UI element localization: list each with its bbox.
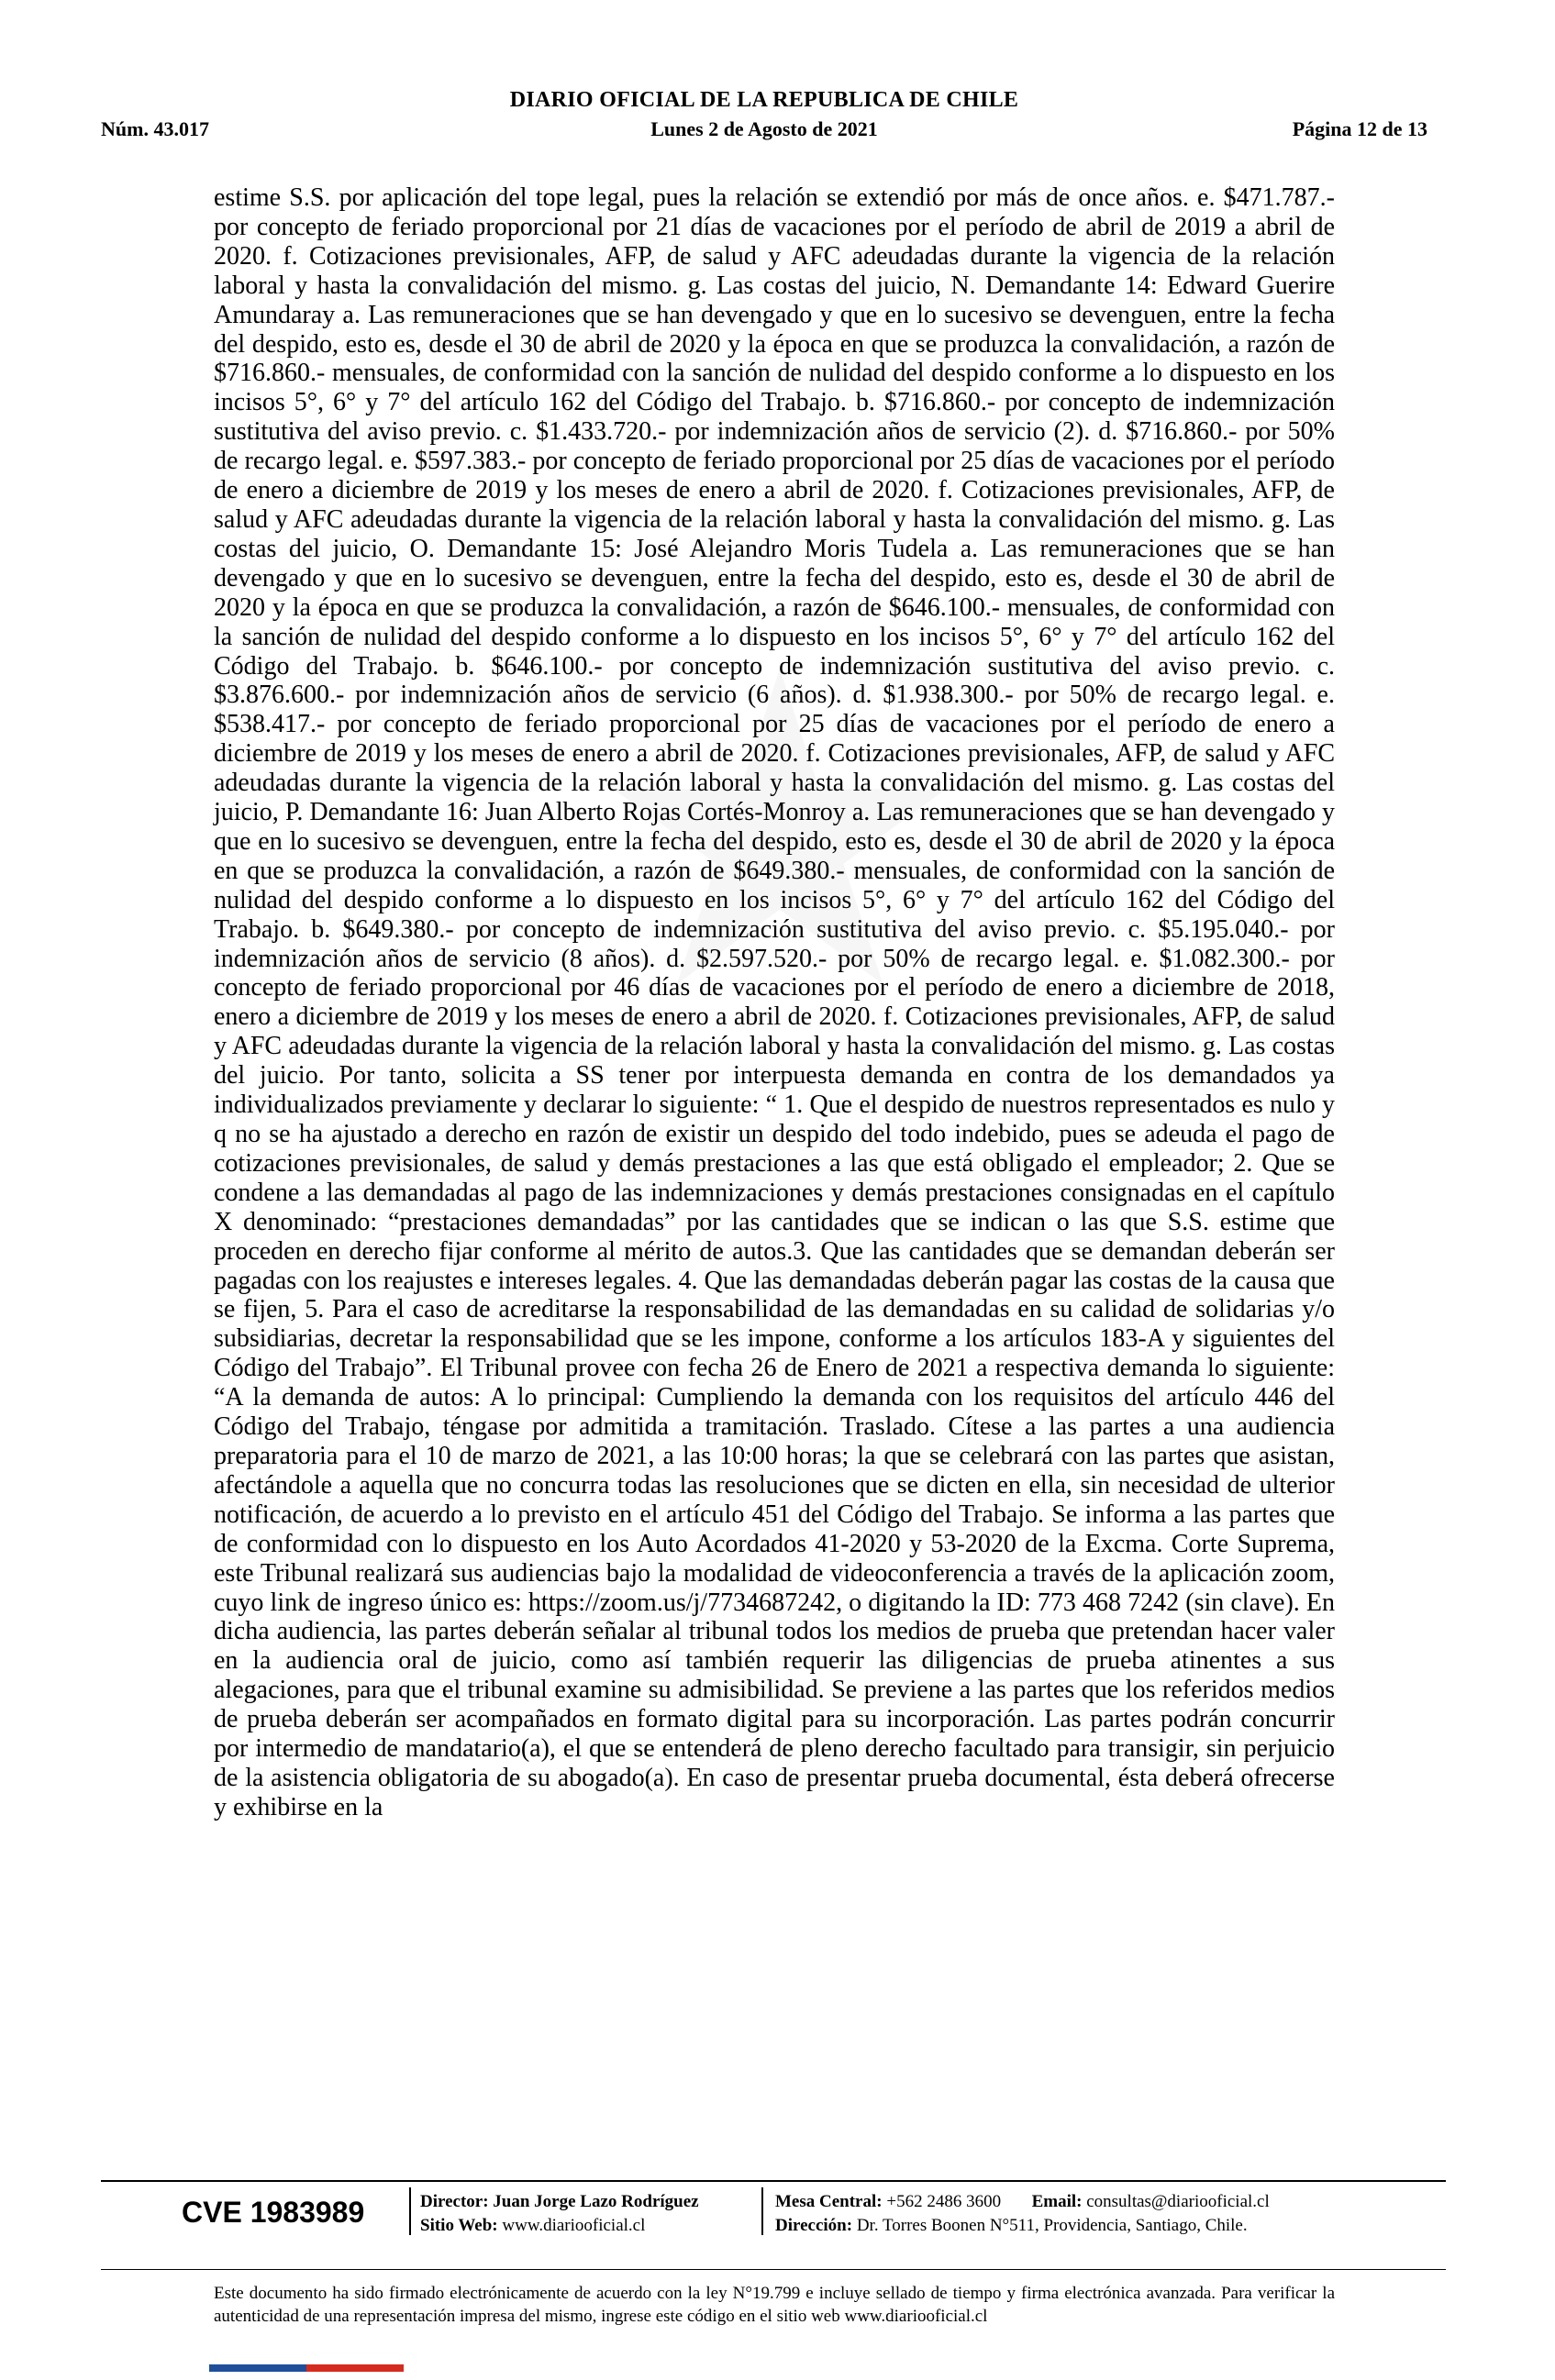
chile-flag-stripe xyxy=(209,2364,404,2372)
page-header xyxy=(101,88,1427,152)
footer-divider xyxy=(101,2180,1446,2182)
phone-label: Mesa Central: xyxy=(775,2192,883,2211)
legal-divider xyxy=(101,2269,1446,2270)
document-body xyxy=(214,183,1335,1822)
flag-blue-segment xyxy=(209,2364,306,2372)
director-name: Juan Jorge Lazo Rodríguez xyxy=(493,2192,699,2211)
cve-code: CVE 1983989 xyxy=(182,2196,365,2229)
page-number: Página 12 de 13 xyxy=(1292,117,1427,140)
issue-number: Núm. 43.017 xyxy=(101,117,209,140)
footer-separator xyxy=(761,2187,763,2235)
footer-contact-block xyxy=(775,2190,1344,2238)
footer-director-block xyxy=(420,2190,699,2238)
website-link[interactable]: www.diariooficial.cl xyxy=(502,2216,646,2235)
body-paragraph: estime S.S. por aplicación del tope legal, pues la relación se extendió por más de once años. e. $471.787.- por concepto de feriado proporcional por 21 días de vacaciones por el período de abril de 2019 a abril de 2020. f. Cotizaciones previsionales, AFP, de salud y AFC adeudadas durante la vigencia de la relación laboral y hasta la convalidación del mismo. g. Las costas del juicio, N. Demandante 14: Edward Guerire Amundaray a. Las remuneraciones que se han devengado y que en lo sucesivo se devenguen, entre la fecha del despido, esto es, desde el 30 de abril de 2020 y la época en que se produzca la convalidación, a razón de $716.860.- mensuales, de conformidad con la sanción de nulidad del despido conforme a lo dispuesto en los incisos 5°, 6° y 7° del artículo 162 del Código del Trabajo. b. $716.860.- por concepto de indemnización sustitutiva del aviso previo. c. $1.433.720.- por indemnización años de servicio (2). d. $716.860.- por 50% de recargo legal. e. $597.383.- por concepto de feriado proporcional por 25 días de vacaciones por el período de enero a diciembre de 2019 y los meses de enero a abril de 2020. f. Cotizaciones previsionales, AFP, de salud y AFC adeudadas durante la vigencia de la relación laboral y hasta la convalidación del mismo. g. Las costas del juicio, O. Demandante 15: José Alejandro Moris Tudela a. Las remuneraciones que se han devengado y que en lo sucesivo se devenguen, entre la fecha del despido, esto es, desde el 30 de abril de 2020 y la época en que se produzca la convalidación, a razón de $646.100.- mensuales, de conformidad con la sanción de nulidad del despido conforme a lo dispuesto en los incisos 5°, 6° y 7° del artículo 162 del Código del Trabajo. b. $646.100.- por concepto de indemnización sustitutiva del aviso previo. c. $3.876.600.- por indemnización años de servicio (6 años). d. $1.938.300.- por 50% de recargo legal. e. $538.417.- por concepto de feriado proporcional por 25 días de vacaciones por el período de enero a diciembre de 2019 y los meses de enero a abril de 2020. f. Cotizaciones previsionales, AFP, de salud y AFC adeudadas durante la vigencia de la relación laboral y hasta la convalidación del mismo. g. Las costas del juicio, P. Demandante 16: Juan Alberto Rojas Cortés-Monroy a. Las remuneraciones que se han devengado y que en lo sucesivo se devenguen, entre la fecha del despido, esto es, desde el 30 de abril de 2020 y la época en que se produzca la convalidación, a razón de $649.380.- mensuales, de conformidad con la sanción de nulidad del despido conforme a lo dispuesto en los incisos 5°, 6° y 7° del artículo 162 del Código del Trabajo. b. $649.380.- por concepto de indemnización sustitutiva del aviso previo. c. $5.195.040.- por indemnización años de servicio (8 años). d. $2.597.520.- por 50% de recargo legal. e. $1.082.300.- por concepto de feriado proporcional por 46 días de vacaciones por el período de enero a diciembre de 2018, enero a diciembre de 2019 y los meses de enero a abril de 2020. f. Cotizaciones previsionales, AFP, de salud y AFC adeudadas durante la vigencia de la relación laboral y hasta la convalidación del mismo. g. Las costas del juicio. Por tanto, solicita a SS tener por interpuesta demanda en contra de los demandados ya individualizados previamente y declarar lo siguiente: “ 1. Que el despido de nuestros representados es nulo y q no se ha ajustado a derecho en razón de existir un despido del todo indebido, pues se adeuda el pago de cotizaciones previsionales, de salud y demás prestaciones a las que está obligado el empleador; 2. Que se condene a las demandadas al pago de las indemnizaciones y demás prestaciones consignadas en el capítulo X denominado: “prestaciones demandadas” por las cantidades que se indican o las que S.S. estime que proceden en derecho fijar conforme al mérito de autos.3. Que las cantidades que se demandan deberán ser pagadas con los reajustes e intereses legales. 4. Que las demandadas deberán pagar las costas de la causa que se fijen, 5. Para el caso de acreditarse la responsabilidad de las demandadas en su calidad de solidarias y/o subsidiarias, decretar la responsabilidad que se les impone, conforme a los artículos 183-A y siguientes del Código del Trabajo”. El Tribunal provee con fecha 26 de Enero de 2021 a respectiva demanda lo siguiente: “A la demanda de autos: A lo principal: Cumpliendo la demanda con los requisitos del artículo 446 del Código del Trabajo, téngase por admitida a tramitación. Traslado. Cítese a las partes a una audiencia preparatoria para el 10 de marzo de 2021, a las 10:00 horas; la que se celebrará con las partes que asistan, afectándole a aquella que no concurra todas las resoluciones que se dicten en ella, sin necesidad de ulterior notificación, de acuerdo a lo previsto en el artículo 451 del Código del Trabajo. Se informa a las partes que de conformidad con lo dispuesto en los Auto Acordados 41-2020 y 53-2020 de la Excma. Corte Suprema, este Tribunal realizará sus audiencias bajo la modalidad de videoconferencia a través de la aplicación zoom, cuyo link de ingreso único es: https://zoom.us/j/7734687242, o digitando la ID: 773 468 7242 (sin clave). En dicha audiencia, las partes deberán señalar al tribunal todos los medios de prueba que pretendan hacer valer en la audiencia oral de juicio, como así también requerir las diligencias de prueba atinentes a sus alegaciones, para que el tribunal examine su admisibilidad. Se previene a las partes que los referidos medios de prueba deberán ser acompañados en formato digital para su incorporación. Las partes podrán concurrir por intermedio de mandatario(a), el que se entenderá de pleno derecho facultado para transigir, sin perjuicio de la asistencia obligatoria de su abogado(a). En caso de presentar prueba documental, ésta deberá ofrecerse y exhibirse en la xyxy=(214,183,1335,1821)
address-label: Dirección: xyxy=(775,2216,853,2235)
footer-separator xyxy=(409,2187,411,2235)
phone-number: +562 2486 3600 xyxy=(886,2192,1002,2211)
email-label: Email: xyxy=(1031,2192,1083,2211)
email-link[interactable]: consultas@diariooficial.cl xyxy=(1086,2192,1270,2211)
publication-title: DIARIO OFICIAL DE LA REPUBLICA DE CHILE xyxy=(509,88,1019,112)
address-value: Dr. Torres Boonen N°511, Providencia, Santiago, Chile. xyxy=(856,2216,1248,2235)
legal-notice: Este documento ha sido firmado electrónicamente de acuerdo con la ley N°19.799 e incluye sellado de tiempo y firma electrónica avanzada. Para verificar la autenticidad de una representación impresa del mismo, ingrese este código en el sitio web www.diariooficial.cl xyxy=(214,2284,1335,2326)
director-label: Director: xyxy=(420,2192,489,2211)
website-label: Sitio Web: xyxy=(420,2216,498,2235)
publication-date: Lunes 2 de Agosto de 2021 xyxy=(650,117,878,140)
flag-red-segment xyxy=(306,2364,404,2372)
